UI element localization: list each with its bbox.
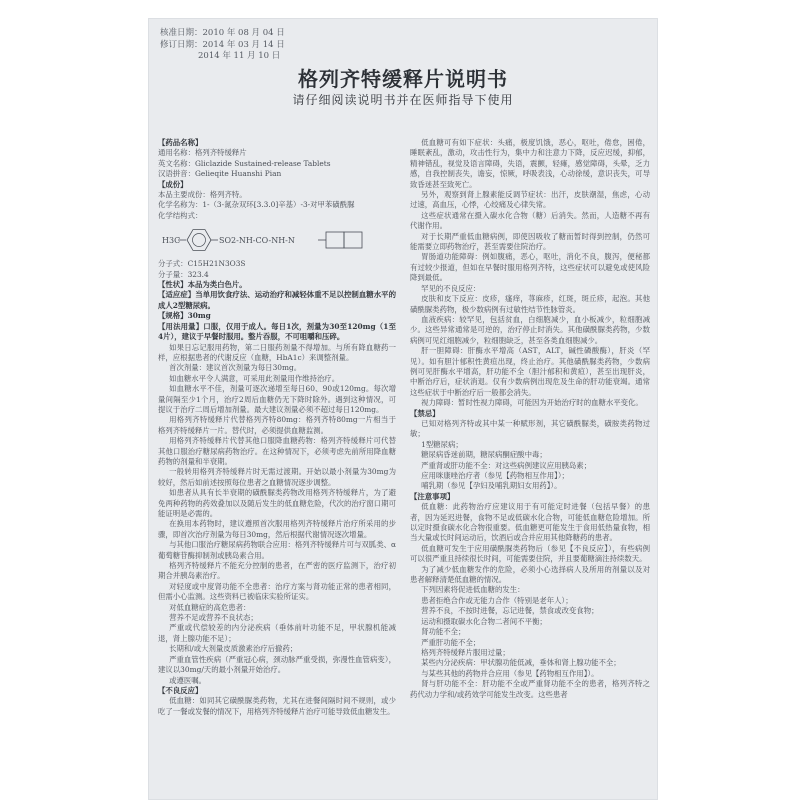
paragraph-left-18: 如血糖水平不佳，剂量可逐次递增至每日60、90或120mg。每次增量间隔至少1个月，治疗2周后血糖仍无下降时除外。遇到这种情况，可提议于治疗二周后增加剂量。最大建议剂量必须不超过每日120mg。 (158, 384, 396, 414)
bicyclic-ring-a (326, 232, 344, 248)
paragraph-left-1: 通用名称：格列齐特缓释片 (158, 148, 247, 158)
methyl-label: H3C (162, 236, 181, 246)
paragraph-left-7: 化学结构式： (158, 210, 203, 220)
paragraph-left-19: 用格列齐特缓释片代替格列齐特80mg：格列齐特80mg一片相当于格列齐特缓释片一片。替代时，必须提供血糖监测。 (158, 415, 396, 435)
paragraph-right-22: 患者拒绝合作或无能力合作（特别是老年人）； (421, 595, 573, 605)
paragraph-left-26: 对轻度或中度肾功能不全患者：治疗方案与肾功能正常的患者相同，但需小心监测。这些资料已被临床实验所证实。 (158, 581, 396, 602)
paragraph-right-6: 皮肤和皮下反应：皮疹，瘙痒，荨麻疹，红斑，斑丘疹，起泡。其他磺酰脲类药物，极少数病例有过敏性结节性脉管炎。 (410, 294, 650, 314)
section-heading-left-11: 【性状】本品为类白色片。 (158, 280, 247, 290)
paragraph-right-15: 应用咪康唑治疗者（参见【药物相互作用】）； (421, 471, 569, 480)
left-column (158, 138, 396, 793)
paragraph-left-9: 分子式：C15H21N3O3S (158, 259, 246, 269)
paragraph-right-29: 与某些其他的药物并合应用（参见【药物相互作用】）。 (421, 668, 599, 678)
sulfonylurea-chain-label: SO2-NH-CO-NH-N (219, 236, 295, 246)
paragraph-right-12: 1型糖尿病； (421, 439, 463, 449)
paragraph-left-30: 长期和/或大剂量皮质激素治疗后撤药； (169, 644, 298, 654)
paragraph-left-3: 汉语拼音：Gelieqite Huanshi Pian (158, 169, 282, 179)
paragraph-right-14: 严重肾或肝功能不全：对这些病例建议应用胰岛素； (421, 460, 592, 470)
section-heading-left-14: 【用法用量】口服，仅用于成人。每日1次，剂量为30至120mg（1至4片），建议于早餐时服用。整片吞服，不可咀嚼和压碎。 (158, 321, 396, 342)
approval-date: 核准日期：2010 年 08 月 04 日 (160, 28, 285, 38)
paragraph-left-20: 用格列齐特缓释片代替其他口服降血糖药物：格列齐特缓释片可代替其他口服治疗糖尿病药物治疗。在这种情况下，必须考虑先前所用降血糖药物的剂量和半衰期。 (158, 436, 396, 466)
paragraph-left-17: 如血糖水平令人满意，可采用此剂量用作维持治疗。 (169, 373, 340, 383)
paragraph-left-15: 如果日忘记服用药物，第二日服药剂量不得增加。与所有降血糖药一样，应根据患者的代谢反应（血糖，HbA1c）来调整剂量。 (158, 342, 396, 362)
paragraph-left-23: 在换用本药物时，建议遵照首次服用格列齐特缓释片治疗所采用的步骤，即首次治疗剂量为每日30mg，然后根据代谢情况逐次增量。 (158, 519, 396, 539)
paragraph-right-21: 下列因素将促进低血糖的发生： (421, 585, 525, 595)
document-title: 格列齐特缓释片说明书 (298, 67, 508, 91)
paragraph-right-3: 对于长期严重低血糖病例，即使因吸收了糖而暂时得到控制，仍然可能需要立即药物治疗，甚至需要住院治疗。 (410, 231, 650, 252)
paragraph-left-16: 首次剂量：建议首次剂量为每日30mg。 (169, 363, 302, 373)
revision-date-second: 2014 年 11 月 10 日 (198, 51, 281, 61)
package-insert-sheet (148, 18, 658, 800)
paragraph-left-32: 或遵医嘱。 (169, 675, 207, 685)
paragraph-right-25: 肾功能不全； (421, 627, 466, 637)
benzene-ring (187, 230, 211, 251)
paragraph-right-9: 视力障碍：暂时性视力障碍，可能因为开始治疗时的血糖水平变化。 (421, 398, 643, 408)
paragraph-right-13: 糖尿病昏迷前期，糖尿病酮症酸中毒； (421, 450, 547, 460)
paragraph-right-1: 另外，观察到肾上腺素能反调节症状：出汗，皮肤潮湿，焦虑，心动过速，高血压，心悸，心绞痛及心律失常。 (410, 190, 650, 210)
paragraph-right-26: 严重肝功能不全； (421, 637, 481, 647)
section-heading-left-12: 【适应症】当单用饮食疗法、运动治疗和减轻体重不足以控制血糖水平的成人2型糖尿病。 (158, 290, 396, 310)
paragraph-left-24: 与其他口服治疗糖尿病药物联合应用：格列齐特缓释片可与双胍类、α葡萄糖苷酶抑制剂或胰岛素合用。 (158, 540, 396, 560)
paragraph-left-6: 化学名称为：1-（3-氮杂双环[3.3.0]辛基）-3-对甲苯磺酰脲 (158, 200, 355, 210)
paragraph-right-27: 格列齐特缓释片服用过量； (421, 647, 510, 657)
paragraph-left-2: 英文名称：Gliclazide Sustained-release Tablets (158, 158, 331, 168)
document-subtitle: 请仔细阅读说明书并在医师指导下使用 (292, 93, 514, 107)
paragraph-left-27: 对低血糖症的高危患者： (169, 602, 251, 612)
paragraph-left-22: 如患者从具有长半衰期的磺酰脲类药物改用格列齐特缓释片，为了避免两种药物的药效叠加以及随后发生的低血糖危险，代次的治疗窗口期可能证明是必需的。 (158, 488, 396, 518)
section-heading-left-13: 【规格】30mg (158, 311, 211, 321)
paragraph-right-20: 为了减少低血糖发作的危险，必须小心选择病人及所用的剂量以及对患者解释清楚低血糖的情况。 (410, 564, 650, 585)
right-column (410, 138, 650, 793)
paragraph-left-29: 严重或代偿较差的内分泌疾病（垂体前叶功能不足，甲状腺机能减退，肾上腺功能不足）； (158, 623, 396, 643)
paragraph-right-30: 肾与肝功能不全：肝功能不全或严重肾功能不全的患者，格列齐特之药代动力学和/或药效学可能发生改变。这些患者 (410, 679, 650, 699)
bicyclic-ring-b (344, 232, 362, 248)
paragraph-left-5: 本品主要成份：格列齐特。 (158, 190, 247, 200)
date-header (160, 28, 285, 63)
paragraph-left-28: 营养不足或营养不良状态； (169, 613, 258, 623)
paragraph-left-31: 严重血管性疾病（严重冠心病，颈动脉严重受损，弥漫性血管病变），建议以30mg/天的最小剂量开始治疗。 (158, 654, 396, 675)
paragraph-left-21: 一般转用格列齐特缓释片时无需过渡期。开始以最小剂量为30mg为较好，然后如前述按照每位患者之血糖情况逐步调整。 (158, 467, 396, 487)
paragraph-right-8: 肝一胆障碍：肝酶水平增高（AST，ALT，碱性磷酸酶），肝炎（罕见）。如有胆汁郁积性黄疸出现，终止治疗。其他磺酰脲类药物，少数病例可见肝酶水平增高，肝功能不全（胆汁郁积和黄疸），甚至出现肝炎，中断治疗后，症状消退。仅有少数病例出现危及生命的肝功能衰竭。通常这些症状于中断治疗后一般都会消失。 (410, 346, 650, 397)
paragraph-right-11: 已知对格列齐特或其中某一种赋形剂，其它磺酰脲类，磺胺类药物过敏； (410, 418, 650, 439)
revision-date: 修订日期：2014 年 03 月 14 日 (160, 39, 285, 50)
paragraph-right-16: 哺乳期（参见【孕妇及哺乳期妇女用药】）。 (421, 481, 562, 491)
paragraph-right-23: 营养不良，不按时进餐，忘记进餐，禁食或改变食物； (421, 606, 599, 616)
paragraph-right-18: 低血糖：此药物治疗应建议用于有可能定时进餐（包括早餐）的患者，因为延迟进餐，食物不足或低碳水化合物，可能低血糖危险增加。所以定时摄食碳水化合物很重要。低血糖更可能发生于食用低热量食物，相当大量或长时间运动后，饮酒后或合并应用其他降糖药的患者。 (410, 502, 650, 543)
paragraph-left-10: 分子量：323.4 (158, 269, 209, 279)
section-heading-left-0: 【药品名称】 (158, 138, 203, 147)
paragraph-right-19: 低血糖可发生于应用磺酰脲类药物后（参见【不良反应】），有些病例可以很严重且持续很长时间，可能需要住院，并且要葡糖滴注持续数天。 (410, 543, 650, 564)
section-heading-right-10: 【禁忌】 (410, 408, 440, 418)
section-heading-left-33: 【不良反应】 (158, 685, 203, 695)
paragraph-right-2: 这些症状通常在摄入碳水化合物（糖）后消失。然而，人造糖不再有代谢作用。 (410, 210, 650, 231)
paragraph-right-24: 运动和摄取碳水化合物二者间不平衡； (421, 616, 547, 626)
paragraph-right-5: 罕见的不良反应： (421, 283, 481, 293)
paragraph-right-7: 血液疾病：较罕见，包括贫血，白细胞减少，血小板减少，粒细胞减少。这些异常通常是可逆的，治疗停止时消失。其他磺酰脲类药物，少数病例可见红细胞减少，粒细胞缺乏，甚至各类血细胞减少。 (410, 314, 650, 345)
section-heading-left-4: 【成份】 (158, 179, 188, 189)
paragraph-left-34: 低血糖：如同其它磺酰脲类药物，尤其在进餐间隔时间不规则，或少吃了一餐或发餐的情况下，用格列齐特缓释片治疗可能导致低血糖发生。 (158, 696, 396, 716)
paragraph-left-25: 格列齐特缓释片不能充分控制的患者，在严密的医疗监测下，治疗初期合并胰岛素治疗。 (158, 561, 396, 581)
paragraph-right-28: 某些内分泌疾病：甲状腺功能低减，垂体和肾上腺功能不全； (421, 658, 621, 668)
chemical-structure-diagram (158, 223, 396, 257)
section-heading-right-17: 【注意事项】 (410, 491, 455, 501)
paragraph-right-4: 胃肠道功能障碍：例如腹痛，恶心，呕吐，消化不良，腹泻，便秘都有过较少报道，但如在早餐时服用格列齐特，这些症状可以避免或使风险降到最低。 (410, 252, 650, 283)
paragraph-right-0: 低血糖可有如下症状：头痛，极度饥饿，恶心，呕吐，倦怠，困倦，睡眠紊乱，激动，攻击性行为，集中力和注意力下降，反应迟缓，抑郁，精神错乱，视觉及语言障碍，失语，震颤，轻瘫，感觉障碍，头晕，乏力感，自我控制丧失，谵妄，惊厥，呼吸表浅，心动徐缓，意识丧失，可导致昏迷甚至致死亡。 (410, 138, 650, 189)
